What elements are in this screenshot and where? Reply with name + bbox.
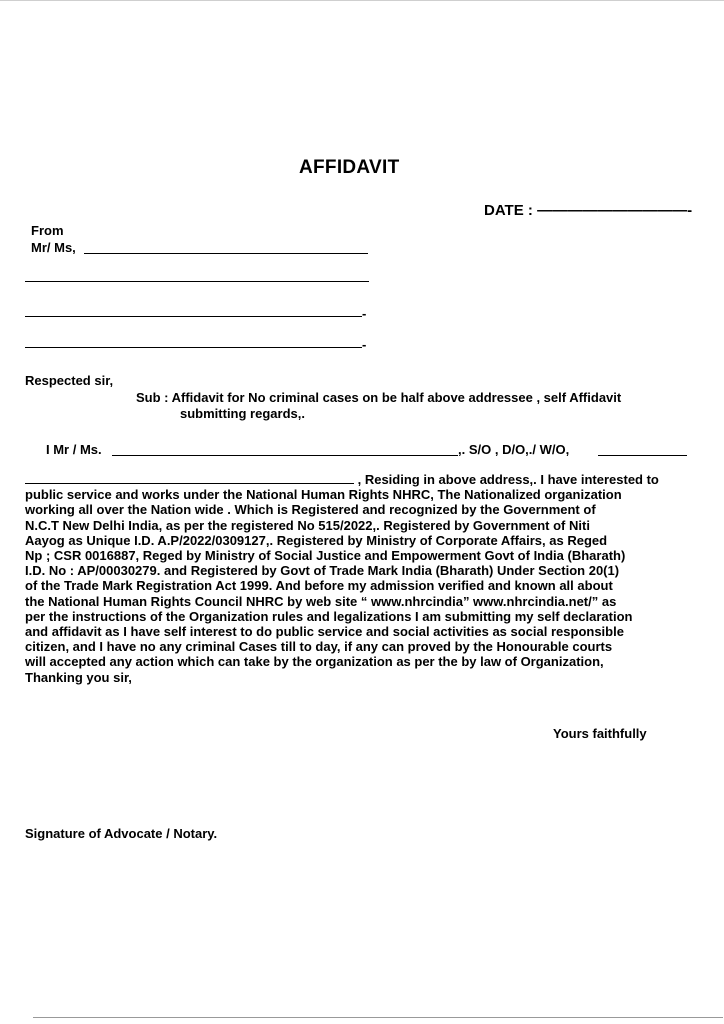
- body-line: citizen, and I have no any criminal Cases till to day, if any can proved by the Honourable courts: [25, 639, 613, 655]
- affidavit-body: [25, 472, 711, 685]
- body-line: and affidavit as I have self interest to do public service and social activities as social responsible: [25, 624, 624, 640]
- residing-row: [25, 472, 711, 487]
- name-label: Mr/ Ms,: [31, 240, 76, 255]
- date-blank: ——————————-: [537, 202, 693, 219]
- body-line: working all over the Nation wide . Which is Registered and recognized by the Government of: [25, 502, 596, 518]
- address-line-3: [25, 347, 362, 348]
- subject-line-1: Sub : Affidavit for No criminal cases on be half above addressee , self Affidavit: [136, 390, 622, 405]
- body-line: will accepted any action which can take by the organization as per the by law of Organization,: [25, 654, 604, 670]
- closing-text: Yours faithfully: [553, 726, 647, 741]
- parent-name-line: [25, 472, 354, 484]
- body-line: I.D. No : AP/00030279. and Registered by Govt of Trade Mark India (Bharath) Under Section 20(1): [25, 563, 620, 579]
- signature-label: Signature of Advocate / Notary.: [25, 826, 218, 841]
- body-line: Aayog as Unique I.D. A.P/2022/0309127,. Registered by Ministry of Corporate Affairs, as Reged: [25, 532, 608, 548]
- relation-label: ,. S/O , D/O,./ W/O,: [458, 442, 570, 457]
- relation-name-line: [598, 455, 687, 456]
- address-line-2: [25, 316, 362, 317]
- footer-divider: [33, 1017, 723, 1018]
- body-line: Thanking you sir,: [25, 669, 132, 685]
- body-line: Np ; CSR 0016887, Reged by Ministry of Social Justice and Empowerment Govt of India (Bharath): [25, 548, 626, 564]
- name-blank-line: [84, 253, 368, 254]
- body-line: of the Trade Mark Registration Act 1999. And before my admission verified and known all about: [25, 578, 613, 594]
- body-line: the National Human Rights Council NHRC by web site “ www.nhrcindia” www.nhrcindia.net/” as: [25, 593, 617, 609]
- body-line: public service and works under the National Human Rights NHRC, The Nationalized organization: [25, 487, 622, 503]
- address-line-3-dash: -: [362, 337, 367, 352]
- from-label: From: [31, 223, 64, 238]
- body-line: per the instructions of the Organization rules and legalizations I am submitting my self declaration: [25, 608, 633, 624]
- top-border: [0, 0, 724, 1]
- body-line: N.C.T New Delhi India, as per the registered No 515/2022,. Registered by Government of Niti: [25, 517, 590, 533]
- date-label: DATE :: [484, 202, 538, 219]
- subject-line-2: submitting regards,.: [180, 406, 305, 421]
- document-title: AFFIDAVIT: [299, 157, 400, 178]
- residing-text: , Residing in above address,. I have interested to: [354, 472, 659, 487]
- declarant-label: I Mr / Ms.: [46, 442, 102, 457]
- address-line-2-dash: -: [362, 306, 367, 321]
- address-line-1: [25, 281, 369, 282]
- declarant-name-line: [112, 455, 458, 456]
- salutation: Respected sir,: [25, 373, 114, 388]
- date-row: [484, 202, 692, 219]
